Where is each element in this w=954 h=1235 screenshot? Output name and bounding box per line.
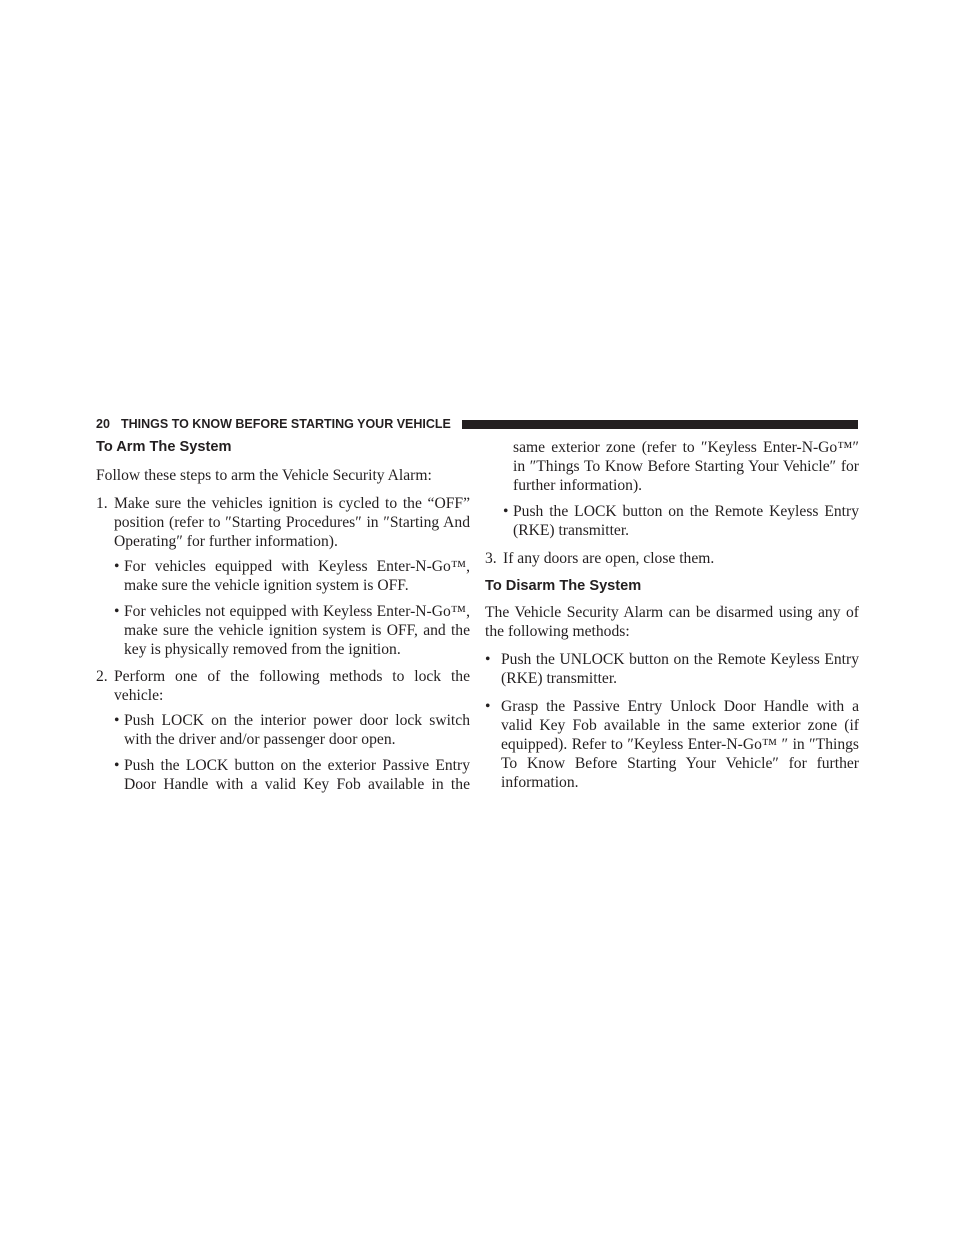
list-item [96, 711, 470, 749]
bullet-icon: • [485, 651, 491, 668]
step-text: Make sure the vehicles ignition is cycled to the “OFF” position (refer to ″Starting Procedures″ in ″Starting And Operating″ for further information). [114, 495, 470, 550]
bullet-icon: • [114, 603, 120, 620]
list-item [96, 756, 470, 794]
bullet-icon: • [114, 757, 120, 774]
right-column [485, 438, 859, 792]
section-title: THINGS TO KNOW BEFORE STARTING YOUR VEHICLE [121, 417, 451, 431]
disarm-heading: To Disarm The System [485, 578, 642, 594]
list-item [96, 557, 470, 595]
arm-heading: To Arm The System [96, 439, 232, 455]
bullet-icon: • [114, 712, 120, 729]
bullet-icon: • [503, 503, 509, 520]
bullet-continuation: same exterior zone (refer to ″Keyless Enter-N-Go™″ in ″Things To Know Before Starting Your Vehicle″ for further information). [513, 439, 859, 494]
step-1 [96, 494, 470, 551]
step-2 [96, 667, 470, 705]
bullet-text: For vehicles equipped with Keyless Enter-N-Go™, make sure the vehicle ignition system is OFF. [124, 558, 470, 594]
bullet-icon: • [114, 558, 120, 575]
step-text: Perform one of the following methods to lock the vehicle: [114, 668, 470, 704]
bullet-text: Push LOCK on the interior power door lock switch with the driver and/or passenger door open. [124, 712, 470, 748]
page-number: 20 [96, 417, 110, 431]
left-column [96, 438, 470, 794]
bullet-text: Push the LOCK button on the Remote Keyless Entry (RKE) transmitter. [513, 503, 859, 539]
list-item [485, 502, 859, 540]
disarm-intro: The Vehicle Security Alarm can be disarmed using any of the following methods: [485, 604, 859, 640]
header-rule [462, 420, 858, 429]
bullet-text: For vehicles not equipped with Keyless Enter-N-Go™, make sure the vehicle ignition system is OFF, and the key is physically removed from the ignition. [124, 603, 470, 658]
arm-intro: Follow these steps to arm the Vehicle Security Alarm: [96, 467, 432, 484]
step-number: 3. [485, 550, 497, 567]
list-item [485, 650, 859, 688]
step-text: If any doors are open, close them. [503, 550, 715, 567]
bullet-icon: • [485, 698, 491, 715]
list-item [485, 697, 859, 792]
list-item [96, 602, 470, 659]
bullet-text: Push the LOCK button on the exterior Passive Entry Door Handle with a valid Key Fob available in the [124, 757, 470, 793]
step-3 [485, 549, 859, 568]
step-number: 1. [96, 495, 108, 512]
page-header [96, 417, 858, 433]
bullet-text: Push the UNLOCK button on the Remote Keyless Entry (RKE) transmitter. [501, 651, 859, 687]
step-number: 2. [96, 668, 108, 685]
bullet-text: Grasp the Passive Entry Unlock Door Handle with a valid Key Fob available in the same exterior zone (if equipped). Refer to ″Keyless Enter-N-Go™ ″ in ″Things To Know Before Starting Your Vehicle″ for further information. [501, 698, 859, 791]
